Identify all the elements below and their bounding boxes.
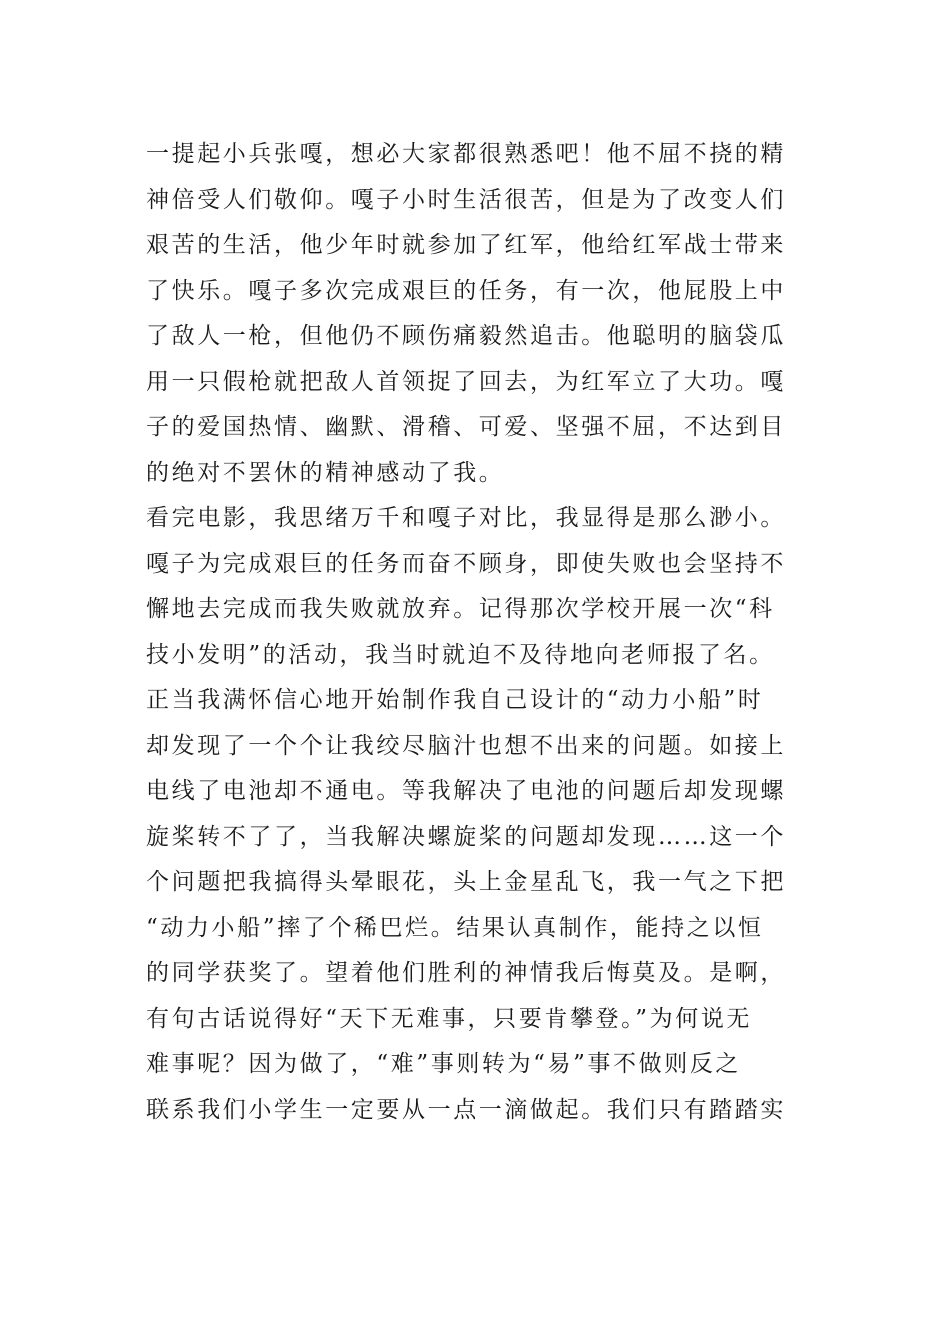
- text-line: 的绝对不罢休的精神感动了我。: [146, 459, 505, 486]
- text-line: 用一只假枪就把敌人首领捉了回去，为红军立了大功。嘎: [146, 368, 786, 395]
- text-line: 个问题把我搞得头晕眼花，头上金星乱飞，我一气之下把: [146, 869, 786, 895]
- text-line: 有句古话说得好“天下无难事，只要肯攀登。”为何说无: [146, 1005, 753, 1032]
- text-line: 联系我们小学生一定要从一点一滴做起。我们只有踏踏实: [146, 1096, 786, 1123]
- text-line: 难事呢？因为做了，“难”事则转为“易”事不做则反之: [146, 1051, 742, 1077]
- text-line: 懈地去完成而我失败就放弃。记得那次学校开展一次“科: [146, 596, 775, 622]
- text-line: 却发现了一个个让我绞尽脑汁也想不出来的问题。如接上: [146, 732, 786, 759]
- text-line: 电线了电池却不通电。等我解决了电池的问题后却发现螺: [146, 778, 786, 804]
- text-line: “动力小船”摔了个稀巴烂。结果认真制作，能持之以恒: [146, 914, 764, 941]
- text-line: 一提起小兵张嘎，想必大家都很熟悉吧！他不屈不挠的精: [146, 141, 786, 167]
- text-line: 神倍受人们敬仰。嘎子小时生活很苦，但是为了改变人们: [146, 186, 786, 213]
- text-line: 了快乐。嘎子多次完成艰巨的任务，有一次，他屁股上中: [146, 277, 786, 304]
- text-line: 看完电影，我思绪万千和嘎子对比，我显得是那么渺小。: [146, 505, 786, 531]
- text-line: 子的爱国热情、幽默、滑稽、可爱、坚强不屈，不达到目: [146, 414, 786, 440]
- essay-text: [146, 132, 808, 1133]
- text-line: 旋桨转不了了，当我解决螺旋桨的问题却发现……这一个: [146, 823, 786, 850]
- text-line: 正当我满怀信心地开始制作我自己设计的“动力小船”时: [146, 687, 764, 713]
- text-line: 的同学获奖了。望着他们胜利的神情我后悔莫及。是啊，: [146, 960, 786, 986]
- text-line: 嘎子为完成艰巨的任务而奋不顾身，即使失败也会坚持不: [146, 550, 786, 577]
- text-line: 技小发明”的活动，我当时就迫不及待地向老师报了名。: [146, 641, 775, 668]
- text-line: 艰苦的生活，他少年时就参加了红军，他给红军战士带来: [146, 232, 786, 258]
- text-line: 了敌人一枪，但他仍不顾伤痛毅然追击。他聪明的脑袋瓜: [146, 323, 786, 349]
